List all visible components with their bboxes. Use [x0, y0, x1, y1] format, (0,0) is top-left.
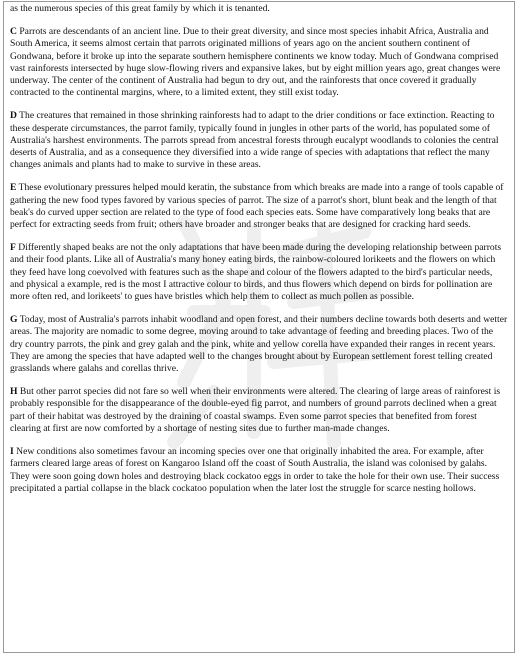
paragraph-text: Today, most of Australia's parrots inhabit woodland and open forest, and their numbers decline towards both deserts and wetter areas. The majority are nomadic to some degree, moving around to take advantage of feeding and breeding places. Two of the dry country parrots, the pink and grey galah and the pink, white and yellow corella have expanded their ranges in recent years. They are among the species that have adapted well to the changes brought about by European settlement forest telling created grasslands where galahs and corellas thrive. — [10, 314, 508, 375]
paragraph-letter: G — [10, 314, 18, 326]
paragraph-letter: H — [10, 386, 18, 398]
paragraph-c — [10, 26, 508, 99]
paragraph-letter: C — [10, 26, 17, 38]
paragraph-text: Parrots are descendants of an ancient line. Due to their great diversity, and since most species inhabit Africa, Australia and South America, it seems almost certain that parrots originated millions of years ago on the ancient southern continent of Gondwana, before it broke up into the separate southern hemisphere continents we know today. Much of Gondwana comprised vast rainforests intersected by huge slow-flowing rivers and expansive lakes, but by eight million years ago, great changes were underway. The center of the continent of Australia had begun to dry out, and the rainforests that once covered it gradually contracted to the continental margins, where, to a limited extent, they still exist today. — [10, 26, 501, 99]
paragraph-text: New conditions also sometimes favour an incoming species over one that originally inhabited the area. For example, after farmers cleared large areas of forest on Kangaroo Island off the coast of South Australia, the island was colonised by galahs. They were soon going down holes and destroying black cockatoo eggs in order to take the hole for their own use. Their success precipitated a partial collapse in the black cockatoo population when the later lost the struggle for scarce nesting hollows. — [10, 446, 500, 494]
document-page — [3, 1, 515, 653]
paragraph-letter: I — [10, 446, 14, 458]
paragraph-d — [10, 110, 508, 171]
paragraph-text: But other parrot species did not fare so well when their environments were altered. The clearing of large areas of rainforest is probably responsible for the disappearance of the double-eyed fig parrot, and numbers of ground parrots declined when a great part of their habitat was destroyed by the draining of coastal swamps. Even some parrot species that benefited from forest clearing at first are now comforted by a shortage of nesting sites due to further man-made changes. — [10, 386, 501, 434]
document-body — [10, 3, 508, 506]
paragraph-g — [10, 314, 508, 375]
paragraph-i — [10, 446, 508, 495]
paragraph-text: Differently shaped beaks are not the only adaptations that have been made during the developing relationship between parrots and their food plants. Like all of Australia's many honey eating birds, the rainbow-coloured lorikeets and the flowers on which they feed have long coevolved with features such as the shape and colour of the flowers adapted to the bird's particular needs, and physical a example, red is the most I attractive colour to birds, and thus flowers which depend on birds for pollination are more often red, and lorikeets' to gues have bristles which help them to collect as much pollen as possible. — [10, 242, 502, 303]
paragraph-letter: F — [10, 242, 16, 254]
paragraph-letter: E — [10, 182, 17, 194]
paragraph-fragment: as the numerous species of this great family by which it is tenanted. — [10, 3, 270, 14]
paragraph-letter: D — [10, 110, 17, 122]
paragraph-h — [10, 386, 508, 435]
paragraph-f — [10, 242, 508, 303]
paragraph-e — [10, 182, 508, 231]
paragraph-text: The creatures that remained in those shrinking rainforests had to adapt to the drier conditions or face extinction. Reacting to these desperate circumstances, the parrot family, typically found in jungles in other parts of the world, has populated some of Australia's harshest environments. The parrots spread from ancestral forests through eucalypt woodlands to colonies the central deserts of Australia, and as a consequence they diversified into a wide range of species with adaptations that reflect the many changes animals and plants had to make to survive in these areas. — [10, 110, 499, 171]
paragraph-text: These evolutionary pressures helped mould keratin, the substance from which breaks are made into a range of tools capable of gathering the new food types favored by various species of parrot. The size of a parrot's short, blunt beak and the length of that beak's do curved upper section are related to the type of food each species eats. Some have comparatively long beaks that are perfect for extracting seeds from fruit; others have broader and stronger beaks that are designed for cracking hard seeds. — [10, 182, 504, 231]
